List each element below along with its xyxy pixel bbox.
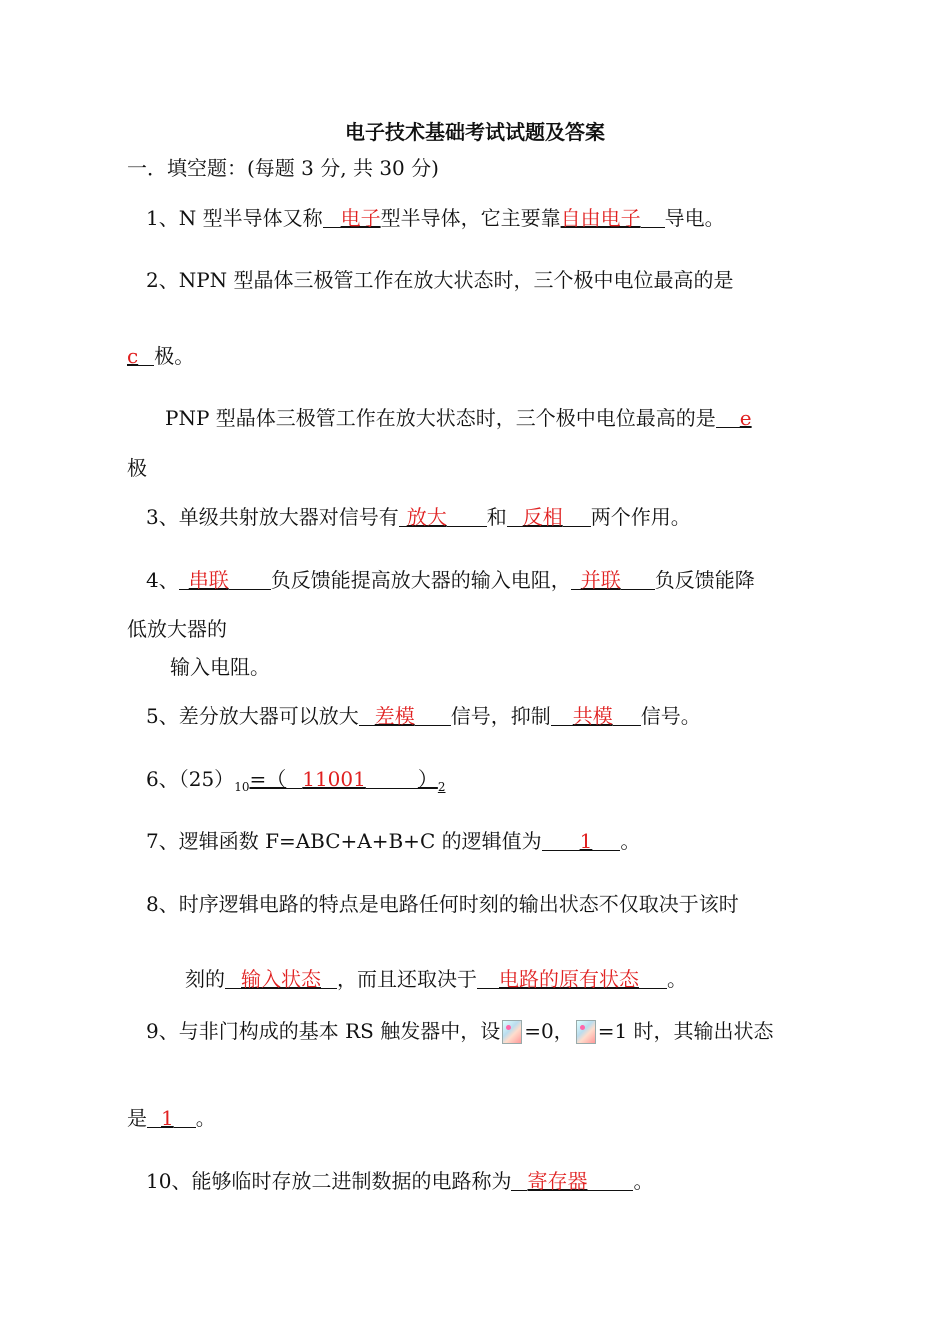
q3-answer-2: 反相 [522, 505, 563, 529]
q9-text-e: 。 [195, 1106, 216, 1130]
q10-answer: 寄存器 [527, 1169, 588, 1193]
q6-text-b: =（ [249, 767, 287, 791]
question-2-line-3 [165, 404, 752, 432]
q9-text-b: =0， [524, 1019, 574, 1043]
q4-text-a: 4、 [146, 568, 179, 592]
q8-answer-2: 电路的原有状态 [499, 967, 639, 991]
q1-answer-1: 电子 [340, 206, 381, 230]
question-10 [146, 1167, 653, 1195]
q5-answer-2: 共模 [572, 704, 613, 728]
question-4-line-2: 低放大器的 [127, 617, 227, 641]
q9-text-d: 是 [127, 1106, 147, 1130]
document-title: 电子技术基础考试试题及答案 [345, 120, 605, 144]
q2-answer-1: c [127, 344, 139, 368]
q10-text-a: 10、能够临时存放二进制数据的电路称为 [146, 1169, 512, 1193]
question-4-line-3: 输入电阻。 [170, 655, 270, 679]
q6-answer: 11001 [302, 767, 366, 791]
section-heading: 一．填空题：(每题 3 分, 共 30 分) [127, 156, 439, 180]
q2-tail: 极。 [154, 344, 195, 368]
q8-text-c: 。 [667, 967, 687, 991]
q9-answer: 1 [161, 1106, 174, 1130]
question-7 [146, 827, 640, 855]
question-2-line-2 [127, 342, 194, 370]
q8-text-b: ，而且还取决于 [337, 967, 477, 991]
broken-image-icon [502, 1020, 522, 1044]
q3-text-b: 和 [486, 505, 507, 529]
q2-pnp-text: PNP 型晶体三极管工作在放大状态时，三个极中电位最高的是 [165, 406, 716, 430]
question-5 [146, 702, 701, 730]
broken-image-icon [576, 1020, 596, 1044]
q3-text-a: 3、单级共射放大器对信号有 [146, 505, 399, 529]
q10-text-c: 。 [633, 1169, 654, 1193]
q6-text-a: 6、（25） [146, 767, 235, 791]
question-1 [146, 204, 725, 232]
q3-text-c: 两个作用。 [590, 505, 691, 529]
q6-subscript-base-2: 2 [437, 780, 446, 794]
q7-text-c: 。 [620, 829, 641, 853]
question-8-line-2 [185, 965, 687, 993]
q7-answer: 1 [579, 829, 593, 853]
q1-text-a: 1、N 型半导体又称 [146, 206, 323, 230]
q5-answer-1: 差模 [374, 704, 415, 728]
q9-text-a: 9、与非门构成的基本 RS 触发器中，设 [146, 1019, 501, 1043]
q5-text-a: 5、差分放大器可以放大 [146, 704, 359, 728]
question-6 [146, 765, 446, 801]
q7-text-a: 7、逻辑函数 F=ABC+A+B+C 的逻辑值为 [146, 829, 542, 853]
q4-answer-2: 并联 [580, 568, 621, 592]
question-9-line-1 [146, 1017, 774, 1045]
q1-text-c: 导电。 [664, 206, 725, 230]
q1-text-b: 型半导体，它主要靠 [380, 206, 561, 230]
question-3 [146, 503, 691, 531]
q3-answer-1: 放大 [406, 505, 447, 529]
q1-answer-2: 自由电子 [560, 206, 641, 230]
q9-text-c: =1 时，其输出状态 [597, 1019, 774, 1043]
q4-text-b: 负反馈能提高放大器的输入电阻， [270, 568, 571, 592]
question-2-line-4: 极 [127, 456, 147, 480]
q2-answer-2: e [739, 406, 752, 430]
question-9-line-2 [127, 1104, 216, 1132]
q6-subscript-base-10: 10 [234, 780, 250, 794]
q5-text-b: 信号，抑制 [450, 704, 551, 728]
question-8-line-1: 8、时序逻辑电路的特点是电路任何时刻的输出状态不仅取决于该时 [146, 892, 739, 916]
q8-text-a: 刻的 [185, 967, 225, 991]
q5-text-c: 信号。 [640, 704, 701, 728]
q6-text-c: ） [417, 767, 438, 791]
q4-answer-1: 串联 [188, 568, 229, 592]
question-2-line-1: 2、NPN 型晶体三极管工作在放大状态时，三个极中电位最高的是 [146, 268, 734, 292]
q8-answer-1: 输入状态 [241, 967, 321, 991]
q4-text-c: 负反馈能降 [654, 568, 755, 592]
question-4 [146, 566, 755, 594]
